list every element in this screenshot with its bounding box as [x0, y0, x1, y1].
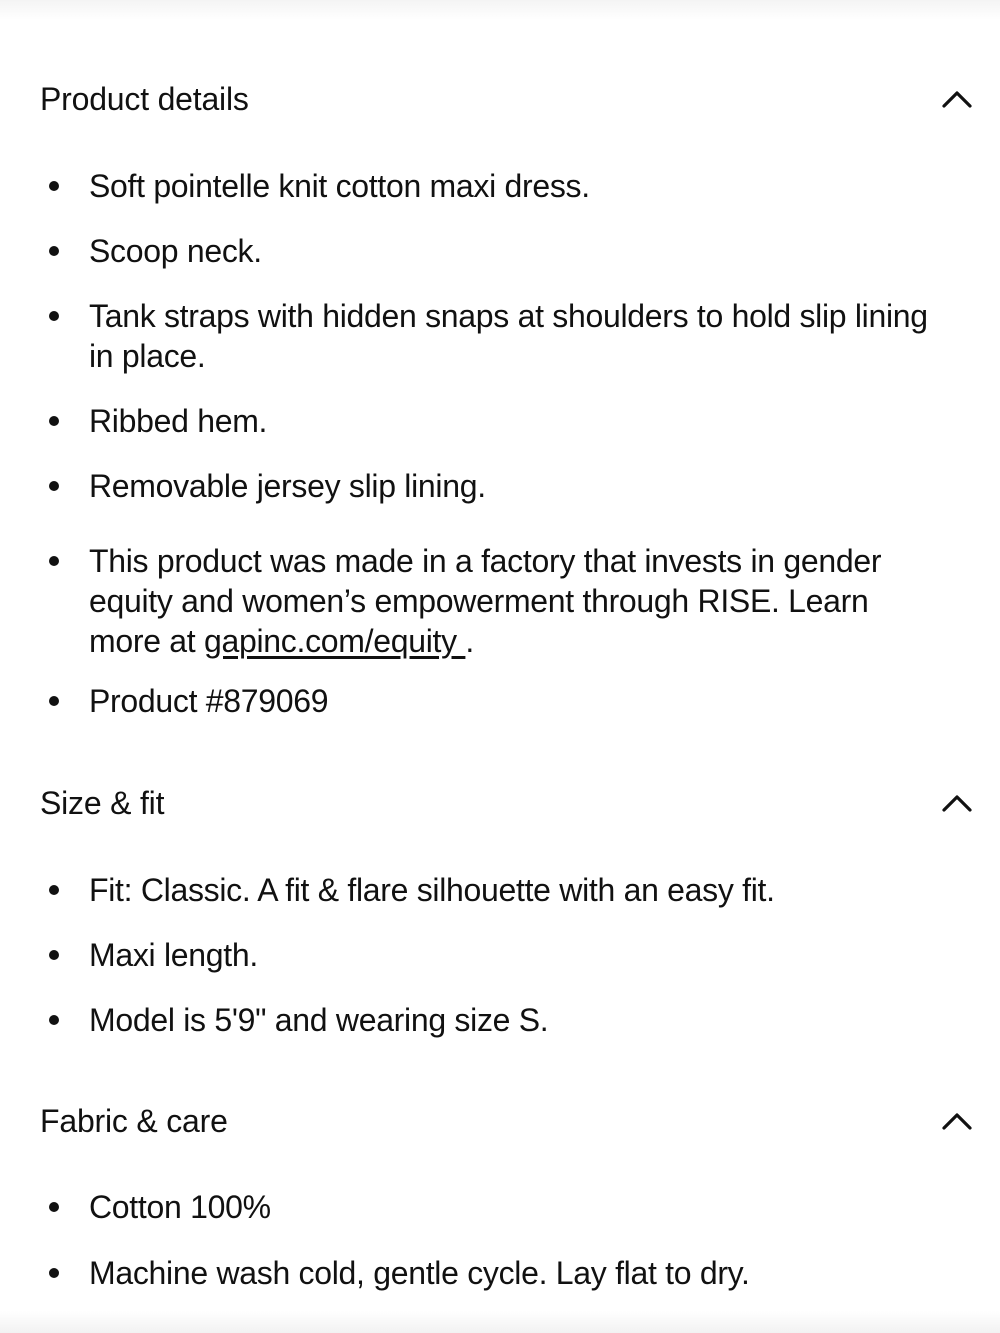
- fabric-care-header[interactable]: [40, 1099, 974, 1143]
- fabric-care-title: Fabric & care: [40, 1102, 228, 1139]
- size-fit-list: [40, 870, 940, 1040]
- product-details-title: Product details: [40, 80, 249, 117]
- list-item: Machine wash cold, gentle cycle. Lay flat to dry.: [40, 1253, 940, 1293]
- top-fade: [0, 0, 1000, 20]
- product-details-list: [40, 166, 940, 721]
- product-number: Product #879069: [40, 681, 940, 721]
- size-fit-title: Size & fit: [40, 784, 165, 821]
- list-item: Soft pointelle knit cotton maxi dress.: [40, 166, 940, 206]
- list-item: Model is 5'9" and wearing size S.: [40, 1000, 940, 1040]
- fabric-care-list: [40, 1187, 940, 1293]
- product-details-header[interactable]: [40, 77, 974, 121]
- rise-text: This product was made in a factory that invests in gender equity and women’s empowerment through RISE. Learn more at: [89, 543, 882, 659]
- list-item: Scoop neck.: [40, 231, 940, 271]
- list-item: Removable jersey slip lining.: [40, 466, 940, 506]
- chevron-up-icon[interactable]: [940, 1104, 974, 1138]
- list-item: Fit: Classic. A fit & flare silhouette with an easy fit.: [40, 870, 940, 910]
- rise-end: .: [465, 623, 474, 659]
- rise-list-item: [40, 541, 940, 661]
- size-fit-header[interactable]: [40, 781, 974, 825]
- equity-link[interactable]: gapinc.com/equity: [203, 623, 466, 659]
- chevron-up-icon[interactable]: [940, 82, 974, 116]
- list-item: Ribbed hem.: [40, 401, 940, 441]
- chevron-up-icon[interactable]: [940, 786, 974, 820]
- list-item: Cotton 100%: [40, 1187, 940, 1227]
- list-item: Tank straps with hidden snaps at shoulders to hold slip lining in place.: [40, 296, 940, 376]
- bottom-fade: [0, 1311, 1000, 1333]
- list-item: Maxi length.: [40, 935, 940, 975]
